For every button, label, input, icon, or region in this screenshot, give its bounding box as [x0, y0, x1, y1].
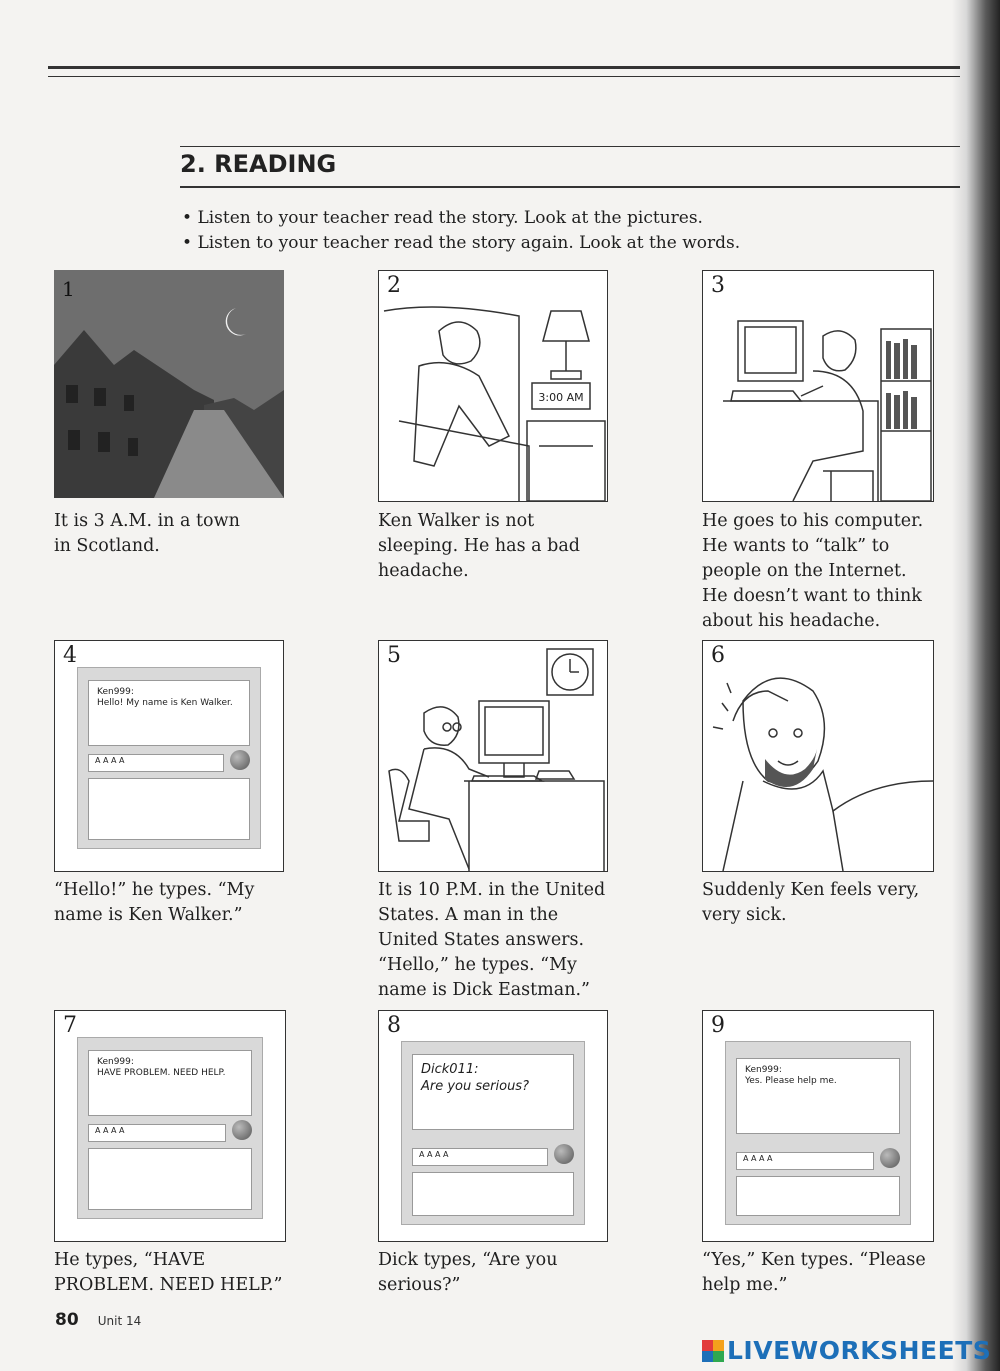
caption-line: very sick. [702, 905, 787, 925]
chat-window [401, 1041, 585, 1225]
chat-message: HAVE PROBLEM. NEED HELP. [97, 1068, 226, 1078]
caption-line: It is 3 A.M. in a town [54, 511, 240, 531]
brand-text: LIVEWORKSHEETS [727, 1336, 992, 1365]
top-rule [48, 66, 960, 69]
chat-message-box [412, 1054, 574, 1130]
chat-format-toolbar: A A A A [88, 754, 224, 772]
top-rule-thin [48, 76, 960, 77]
book-spine-shadow [952, 0, 1000, 1371]
chat-window [77, 667, 261, 849]
chat-message: Yes. Please help me. [745, 1076, 837, 1086]
panel-number: 2 [387, 273, 401, 298]
caption-line: about his headache. [702, 611, 881, 631]
send-button [232, 1120, 252, 1140]
liveworksheets-brand[interactable] [702, 1336, 991, 1365]
caption-line: United States answers. [378, 930, 585, 950]
man-at-computer-illustration [703, 271, 933, 501]
panel-4 [54, 640, 284, 872]
clock-display: 3:00 AM [538, 391, 584, 404]
panel-1 [54, 270, 284, 498]
caption-line: Dick types, “Are you [378, 1250, 558, 1270]
panel-8 [378, 1010, 608, 1242]
panel-number: 5 [387, 643, 401, 668]
chat-window [77, 1037, 263, 1219]
send-button [230, 750, 250, 770]
panel-5 [378, 640, 608, 872]
send-button [880, 1148, 900, 1168]
chat-message-box [88, 680, 250, 746]
panel-number: 9 [711, 1013, 725, 1038]
caption-line: headache. [378, 561, 469, 581]
panel-7 [54, 1010, 286, 1242]
chat-format-toolbar: A A A A [88, 1124, 226, 1142]
caption-line: people on the Internet. [702, 561, 907, 581]
sleepless-man-illustration [379, 271, 607, 501]
caption-line: sleeping. He has a bad [378, 536, 580, 556]
chat-input-box [88, 1148, 252, 1210]
caption-line: Ken Walker is not [378, 511, 535, 531]
panel-number: 6 [711, 643, 725, 668]
panel-2-caption [378, 509, 628, 584]
caption-line: serious?” [378, 1275, 461, 1295]
caption-line: It is 10 P.M. in the United [378, 880, 606, 900]
panel-9-caption [702, 1248, 952, 1298]
caption-line: “Hello,” he types. “My [378, 955, 577, 975]
caption-line: in Scotland. [54, 536, 160, 556]
instruction-item: • Listen to your teacher read the story. Look at the pictures. [182, 206, 740, 231]
caption-line: “Hello!” he types. “My [54, 880, 255, 900]
section-rule-bottom [180, 186, 960, 188]
chat-input-box [88, 778, 250, 840]
panel-8-caption [378, 1248, 628, 1298]
send-button [554, 1144, 574, 1164]
caption-line: “Yes,” Ken types. “Please [702, 1250, 926, 1270]
chat-window [725, 1041, 911, 1225]
page-number: 80 [55, 1310, 79, 1330]
chat-input-box [412, 1172, 574, 1216]
panel-number: 4 [63, 643, 77, 668]
chat-username: Ken999: [745, 1065, 782, 1075]
panel-number: 3 [711, 273, 725, 298]
section-title: 2. READING [180, 150, 337, 178]
panel-2 [378, 270, 608, 502]
panel-3 [702, 270, 934, 502]
panel-9 [702, 1010, 934, 1242]
section-rule-top [180, 146, 960, 147]
caption-line: name is Dick Eastman.” [378, 980, 590, 1000]
chat-input-box [736, 1176, 900, 1216]
american-man-illustration [379, 641, 607, 871]
panel-6-caption [702, 878, 952, 928]
panel-number: 1 [62, 277, 75, 301]
panel-1-caption [54, 509, 304, 559]
caption-line: name is Ken Walker.” [54, 905, 243, 925]
panel-5-caption [378, 878, 628, 1003]
chat-message-box [88, 1050, 252, 1116]
liveworksheets-logo-icon [702, 1340, 724, 1362]
caption-line: He types, “HAVE [54, 1250, 206, 1270]
panel-number: 7 [63, 1013, 77, 1038]
page-footer [55, 1310, 141, 1330]
caption-line: He wants to “talk” to [702, 536, 890, 556]
chat-message: Hello! My name is Ken Walker. [97, 698, 233, 708]
panel-4-caption [54, 878, 304, 928]
panel-number: 8 [387, 1013, 401, 1038]
instruction-item: • Listen to your teacher read the story again. Look at the words. [182, 231, 740, 256]
chat-format-toolbar: A A A A [412, 1148, 548, 1166]
chat-username: Ken999: [97, 687, 134, 697]
panel-7-caption [54, 1248, 304, 1298]
caption-line: help me.” [702, 1275, 788, 1295]
chat-format-toolbar: A A A A [736, 1152, 874, 1170]
caption-line: He doesn’t want to think [702, 586, 922, 606]
sick-man-illustration [703, 641, 933, 871]
chat-username: Dick011: [421, 1062, 479, 1077]
unit-label: Unit 14 [97, 1314, 142, 1328]
instructions [182, 206, 740, 256]
chat-username: Ken999: [97, 1057, 134, 1067]
caption-line: PROBLEM. NEED HELP.” [54, 1275, 283, 1295]
panel-3-caption [702, 509, 952, 634]
chat-message-box [736, 1058, 900, 1134]
caption-line: States. A man in the [378, 905, 559, 925]
caption-line: He goes to his computer. [702, 511, 924, 531]
panel-6 [702, 640, 934, 872]
caption-line: Suddenly Ken feels very, [702, 880, 920, 900]
night-town-illustration [54, 270, 284, 498]
chat-message: Are you serious? [421, 1079, 529, 1094]
